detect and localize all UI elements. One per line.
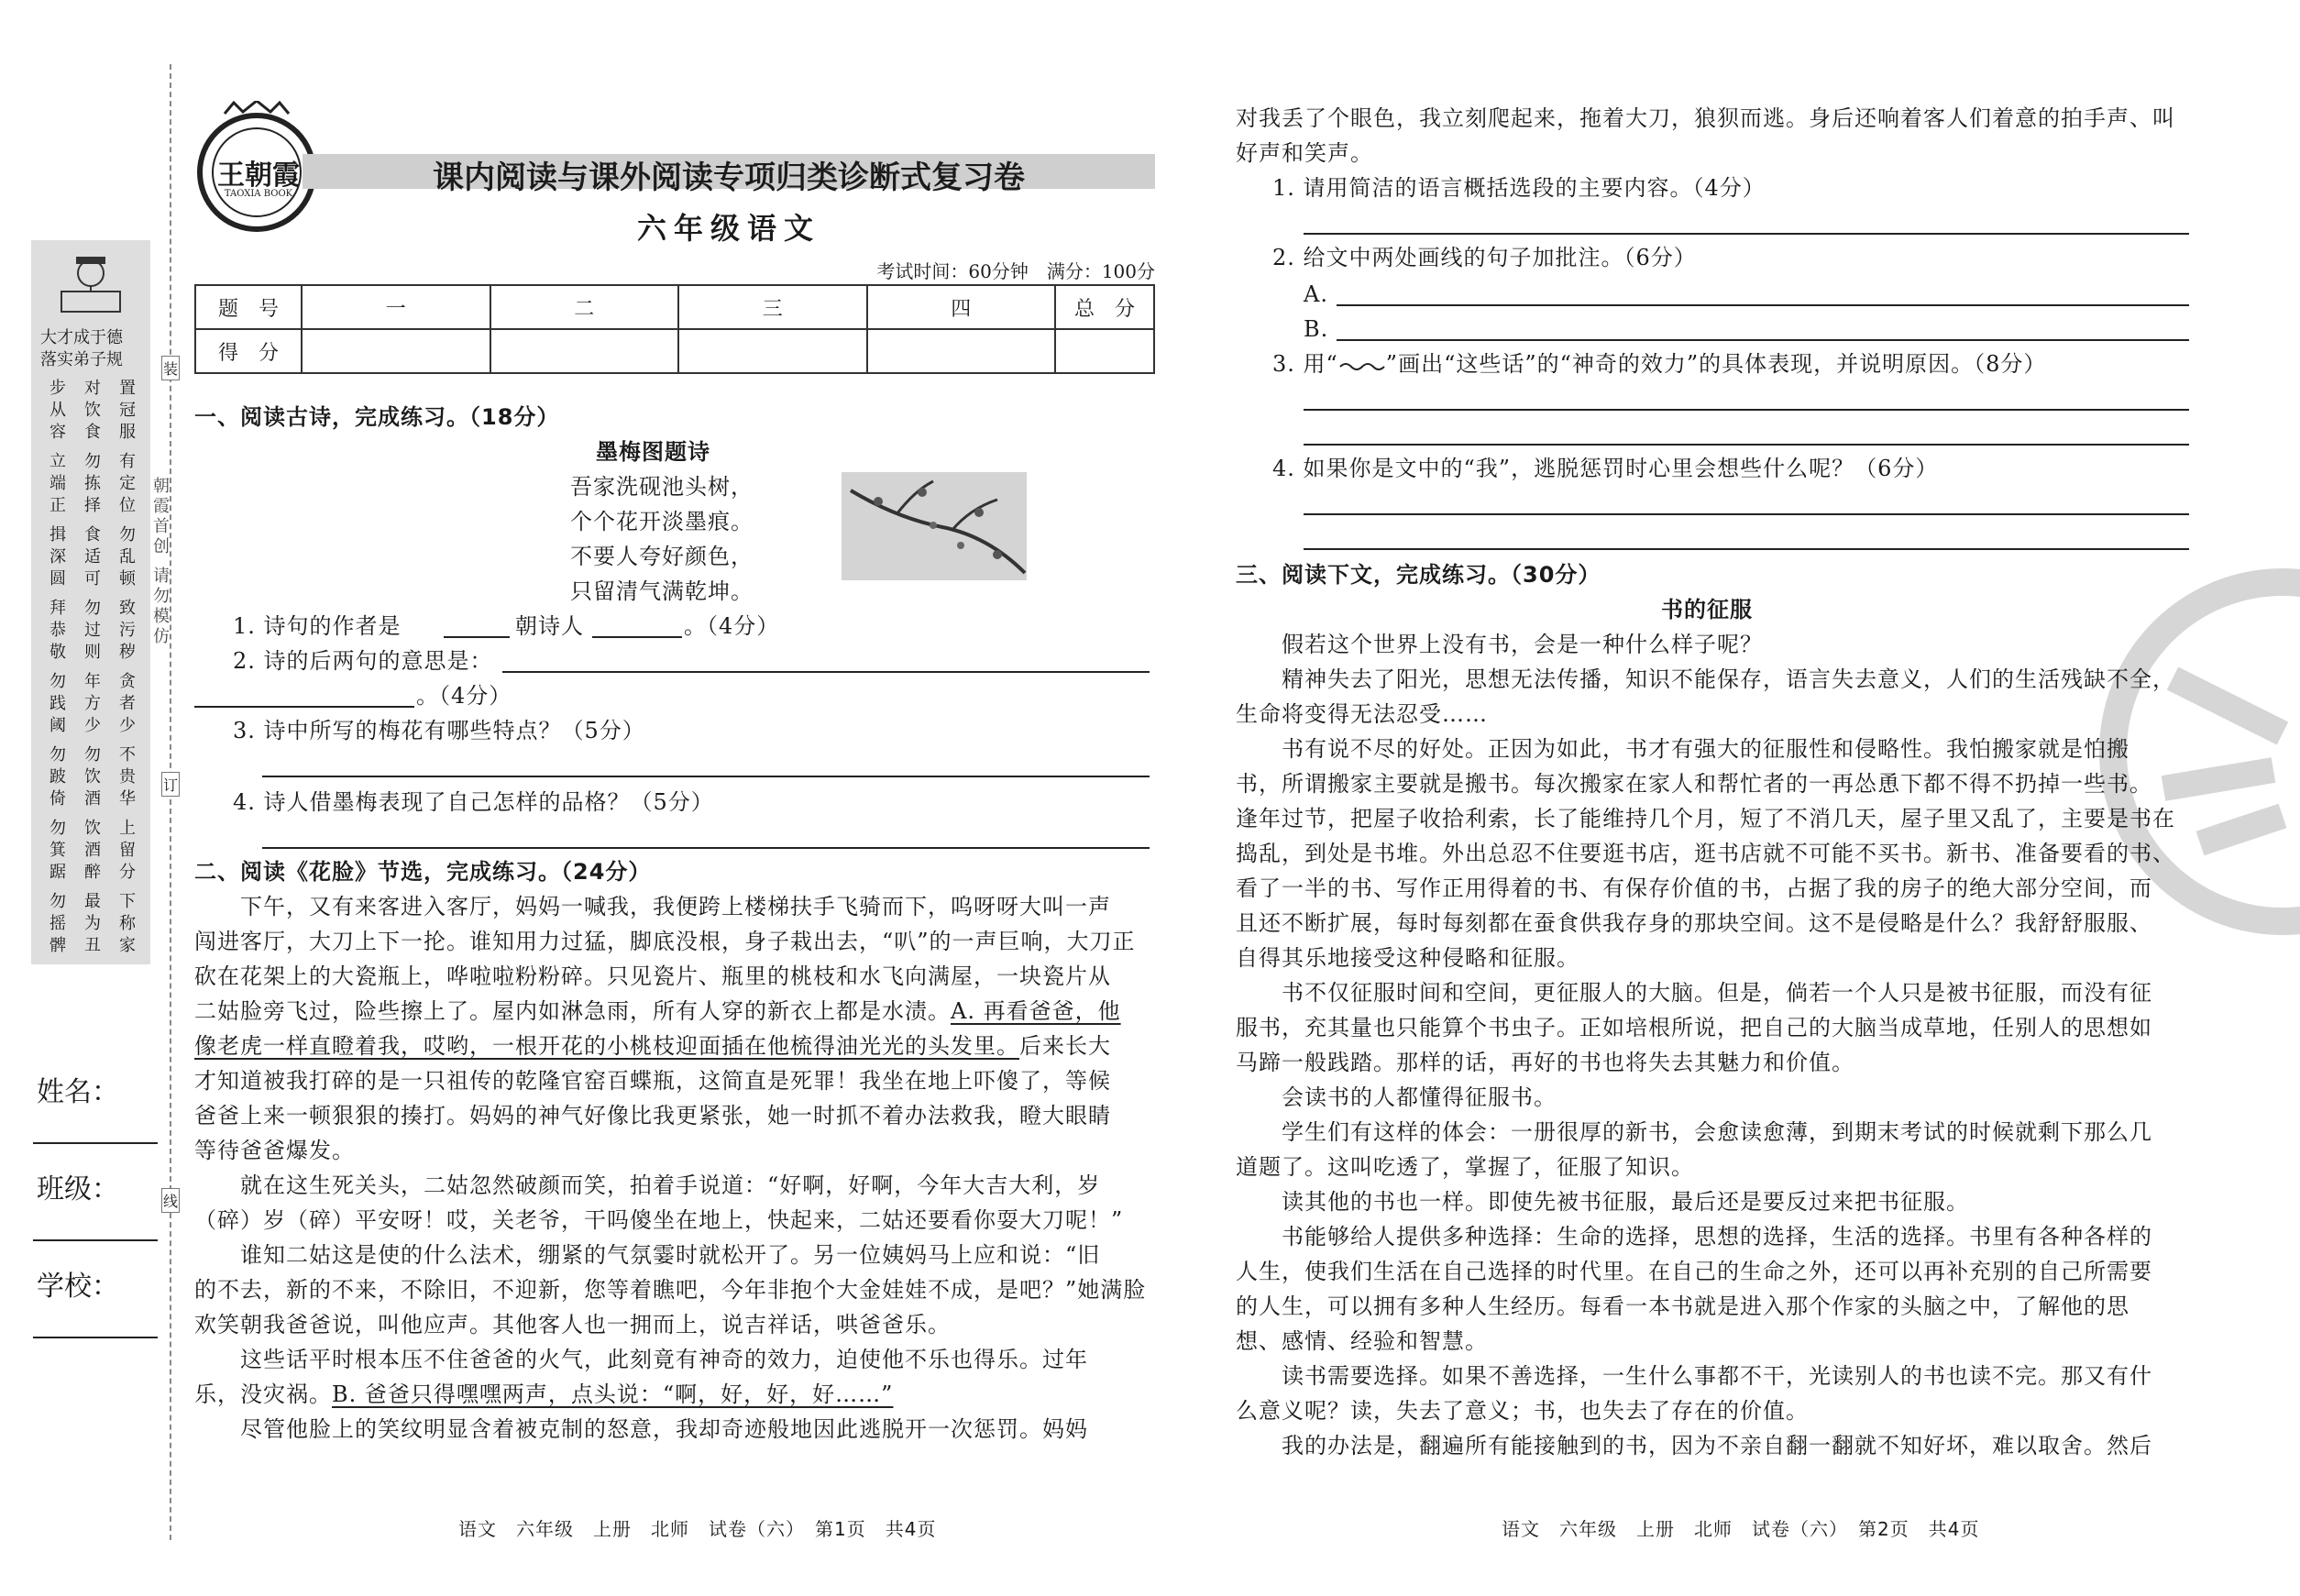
question-2: 2. 诗的后两句的意思是： [233,648,493,674]
article-line: 逢年过节，把屋子收拾利索，长了能维持几个月，短了不消几天，屋子里又乱了，主要是书在 [1236,806,2175,831]
vertical-note-2: 请勿模仿 [153,567,170,646]
scholar-illustration-icon [54,249,127,323]
p2-question-2-a: A. [1304,281,1328,307]
motto-column: 饮酒醉 [84,819,101,882]
article-line: 假若这个世界上没有书，会是一种什么样子呢？ [1236,632,1763,657]
article-title: 书的征服 [1661,597,1753,622]
motto-column: 下称家 [119,892,136,955]
question-1-part-c: 。（4分） [684,613,780,639]
answer-line[interactable] [1337,339,2189,341]
poem-line: 个个花开淡墨痕。 [570,509,754,534]
article-line: 读其他的书也一样。即使先被书征服，最后还是要反过来把书征服。 [1236,1189,1969,1215]
article-line: 我的办法是，翻遍所有能接触到的书，因为不亲自翻一翻就不知好坏，难以取舍。然后 [1236,1433,2152,1458]
passage-text: 二姑脸旁飞过，险些擦上了。屋内如淋急雨，所有人穿的新衣上都是水渍。 [194,998,951,1024]
section-2-heading: 二、阅读《花脸》节选，完成练习。（24分） [194,859,652,885]
motto-column: 致污秽 [119,599,136,662]
name-label: 姓名： [37,1076,119,1108]
motto-column: 勿过则 [84,599,101,662]
p2-question-2: 2. 给文中两处画线的句子加批注。（6分） [1272,245,1697,270]
section-1-heading: 一、阅读古诗，完成练习。（18分） [194,404,560,430]
section-3-heading: 三、阅读下文，完成练习。（30分） [1236,562,1601,588]
p2-question-3 [1272,350,2046,378]
answer-line[interactable] [1304,513,2189,515]
poem-line: 只留清气满乾坤。 [570,578,754,604]
class-field[interactable] [33,1239,158,1241]
exam-info: 考试时间：60分钟 满分：100分 [876,260,1155,282]
page-1-footer: 语文 六年级 上册 北师 试卷（六） 第1页 共4页 [458,1518,937,1540]
article-line: 学生们有这样的体会：一册很厚的新书，会愈读愈薄，到期末考试的时候就剩下那么几 [1236,1119,2152,1145]
question-3: 3. 诗中所写的梅花有哪些特点？（5分） [233,718,645,743]
motto-column: 勿饮酒 [84,745,101,809]
motto-column: 勿摇髀 [50,892,66,955]
school-field[interactable] [33,1337,158,1338]
passage-line: 对我丢了个眼色，我立刻爬起来，拖着大刀，狼狈而逃。身后还响着客人们着意的拍手声、叫 [1236,105,2175,131]
passage-line: （碎）岁（碎）平安呀！哎，关老爷，干吗傻坐在地上，快起来，二姑还要看你耍大刀呢！” [194,1207,1124,1233]
answer-line[interactable] [502,671,1150,673]
school-label: 学校： [37,1271,119,1303]
article-line: 且还不断扩展，每时每刻都在蚕食供我存身的那块空间。这不是侵略是什么？我舒舒服服、 [1236,910,2152,936]
article-line: 服书，充其量也只能算个书虫子。正如培根所说，把自己的大脑当成草地，任别人的思想如 [1236,1015,2152,1040]
article-line: 道题了。这叫吃透了，掌握了，征服了知识。 [1236,1154,1694,1180]
score-row-label: 得 分 [195,329,302,373]
answer-line[interactable] [194,706,414,708]
article-line: 精神失去了阳光，思想无法传播，知识不能保存，语言失去意义，人们的生活残缺不全， [1236,666,2175,692]
passage-line [194,1032,1111,1060]
answer-blank-dynasty[interactable] [592,636,682,638]
answer-line[interactable] [1304,444,2189,446]
motto-column: 勿箕踞 [50,819,66,882]
score-header-cell: 二 [490,285,679,329]
motto-column: 有定位 [119,452,136,515]
score-cell[interactable] [867,329,1056,373]
passage-line: 尽管他脸上的笑纹明显含着被克制的怒意，我却奇迹般地因此逃脱开一次惩罚。妈妈 [194,1416,1088,1442]
answer-blank-author[interactable] [444,636,510,638]
passage-text: 后来长大 [1019,1033,1111,1059]
score-header-cell: 三 [678,285,867,329]
article-line: 生命将变得无法忍受…… [1236,701,1488,727]
question-1-part-b: 朝诗人 [515,613,584,639]
passage-line: 欢笑朝我爸爸说，叫他应声。其他客人也一拥而上，说吉祥话，哄爸爸乐。 [194,1312,951,1337]
article-line: 自得其乐地接受这种侵略和征服。 [1236,945,1579,971]
passage-line: 好声和笑声。 [1236,140,1373,166]
article-line: 读书需要选择。如果不善选择，一生什么事都不干，光读别人的书也读不完。那又有什 [1236,1363,2152,1389]
passage-line: 等待爸爸爆发。 [194,1138,355,1163]
motto-column: 不贵华 [119,745,136,809]
motto-column: 勿践阈 [50,672,66,735]
motto-column: 最为丑 [84,892,101,955]
p2-question-1: 1. 请用简洁的语言概括选段的主要内容。（4分） [1272,175,1766,201]
underlined-sentence-b: B. 爸爸只得嘿嘿两声，点头说：“啊，好，好，好……” [332,1381,894,1407]
binding-mark-2: 订 [161,772,180,797]
p2-question-2-b: B. [1304,316,1329,342]
motto-column: 拜恭敬 [50,599,66,662]
article-line: 会读书的人都懂得征服书。 [1236,1084,1557,1110]
p2-question-3-b: ”画出“这些话”的“神奇的效力”的具体表现，并说明原因。（8分） [1385,351,2047,377]
article-line: 的人生，可以拥有多种人生经历。每看一本书就是进入那个作家的头脑之中，了解他的思 [1236,1293,2129,1319]
passage-line: 下午，又有来客进入客厅，妈妈一喊我，我便跨上楼梯扶手飞骑而下，呜呀呀大叫一声 [194,894,1111,919]
article-line: 书不仅征服时间和空间，更征服人的大脑。但是，倘若一个人只是被书征服，而没有征 [1236,980,2152,1006]
passage-line: 爸爸上来一顿狠狠的揍打。妈妈的神气好像比我更紧张，她一时抓不着办法救我，瞪大眼睛 [194,1103,1111,1128]
motto-column: 食适可 [84,525,101,589]
question-4: 4. 诗人借墨梅表现了自己怎样的品格？（5分） [233,789,714,815]
motto-column: 立端正 [50,452,66,515]
passage-line: 闯进客厅，大刀上下一抡。谁知用力过猛，脚底没根，身子栽出去，“叭”的一声巨响，大刀正 [194,929,1136,954]
motto-column: 勿乱顿 [119,525,136,589]
motto-column: 揖深圆 [50,525,66,589]
article-line: 书，所谓搬家主要就是搬书。每次搬家在家人和帮忙者的一再怂恿下都不得不扔掉一些书。 [1236,771,2152,797]
motto-panel [31,240,150,964]
score-header-cell: 题 号 [195,285,302,329]
binding-mark-3: 线 [161,1188,180,1213]
passage-line: 的不去，新的不来，不除旧，不迎新，您等着瞧吧，今年非抱个大金娃娃不成，是吧？”她满脸 [194,1277,1147,1303]
poem-line: 不要人夸好颜色， [570,544,754,569]
passage-text: 乐，没灾祸。 [194,1381,332,1407]
answer-line[interactable] [1304,409,2189,411]
page-2-footer: 语文 六年级 上册 北师 试卷（六） 第2页 共4页 [1502,1518,1980,1540]
article-line: 马蹄一般践踏。那样的话，再好的书也将失去其魅力和价值。 [1236,1050,1854,1075]
p2-question-4: 4. 如果你是文中的“我”，逃脱惩罚时心里会想些什么呢？（6分） [1272,456,1939,481]
binding-line [170,64,171,1540]
logo-text: 王朝霞 [217,160,300,192]
question-1-part-a: 1. 诗句的作者是 [233,613,402,639]
passage-line: 这些话平时根本压不住爸爸的火气，此刻竟有神奇的效力，迫使他不乐也得乐。过年 [194,1347,1088,1372]
score-cell[interactable] [1055,329,1154,373]
binding-mark-1: 装 [161,356,180,380]
paper-subtitle: 六年级语文 [636,211,820,246]
article-line: 看了一半的书、写作正用得着的书、有保存价值的书，占据了我的房子的绝大部分空间，而 [1236,875,2152,901]
passage-line: 就在这生死关头，二姑忽然破颜而笑，拍着手说道：“好啊，好啊，今年大吉大利，岁 [194,1172,1101,1198]
answer-line[interactable] [1337,304,2189,306]
passage-line [194,997,1121,1025]
question-2-score: 。（4分） [416,683,512,709]
passage-line: 才知道被我打碎的是一只祖传的乾隆官窑百蝶瓶，这简直是死罪！我坐在地上吓傻了，等候 [194,1068,1111,1094]
paper-title: 课内阅读与课外阅读专项归类诊断式复习卷 [433,160,1025,196]
article-line: 人生，使我们生活在自己选择的时代里。在自己的生命之外，还可以再补充别的自己所需要 [1236,1259,2152,1284]
article-line: 书能够给人提供多种选择：生命的选择，思想的选择，生活的选择。书里有各种各样的 [1236,1224,2152,1249]
motto-line-1: 大才成于德 [40,328,123,347]
motto-line-2: 落实弟子规 [40,350,123,369]
wavy-line-icon [1338,359,1386,372]
motto-column: 对饮食 [84,379,101,442]
poem-title: 墨梅图题诗 [596,439,710,465]
article-line: 么意义呢？读，失去了意义；书，也失去了存在的价值。 [1236,1398,1809,1424]
passage-line [194,1381,893,1408]
underlined-sentence-a-cont: 像老虎一样直瞪着我，哎哟，一根开花的小桃枝迎面插在他梳得油光光的头发里。 [194,1033,1019,1059]
motto-column: 年方少 [84,672,101,735]
motto-column: 贪者少 [119,672,136,735]
passage-line: 谁知二姑这是使的什么法术，绷紧的气氛霎时就松开了。另一位姨妈马上应和说：“旧 [194,1242,1101,1268]
poem-line: 吾家洗砚池头树， [570,474,754,500]
score-cell[interactable] [678,329,867,373]
score-cell[interactable] [302,329,490,373]
score-header-cell: 一 [302,285,490,329]
score-cell[interactable] [490,329,679,373]
score-table [194,284,1155,374]
answer-line[interactable] [262,776,1150,777]
article-line: 捣乱，到处是书堆。外出总忍不住要逛书店，逛书店就不可能不买书。新书、准备要看的书、 [1236,841,2175,866]
plum-blossom-painting [842,472,1027,580]
answer-line[interactable] [262,847,1150,849]
logo-subtext: TAOXIA BOOK [224,189,293,199]
article-line: 书有说不尽的好处。正因为如此，书才有强大的征服性和侵略性。我怕搬家就是怕搬 [1236,736,2129,762]
vertical-note-1: 朝霞首创 [153,477,170,556]
motto-column: 步从容 [50,379,66,442]
underlined-sentence-a: A. 再看爸爸，他 [951,998,1121,1024]
motto-column: 置冠服 [119,379,136,442]
score-header-cell: 总 分 [1055,285,1154,329]
class-label: 班级： [37,1173,119,1205]
motto-column: 上留分 [119,819,136,882]
motto-column: 勿跛倚 [50,745,66,809]
passage-line: 砍在花架上的大瓷瓶上，哗啦啦粉粉碎。只见瓷片、瓶里的桃枝和水飞向满屋，一块瓷片从 [194,963,1111,989]
article-line: 想、感情、经验和智慧。 [1236,1328,1488,1354]
p2-question-3-a: 3. 用“ [1272,351,1338,377]
answer-line[interactable] [1304,548,2189,550]
score-header-cell: 四 [867,285,1056,329]
name-field[interactable] [33,1142,158,1144]
motto-column: 勿拣择 [84,452,101,515]
answer-line[interactable] [1304,233,2189,235]
